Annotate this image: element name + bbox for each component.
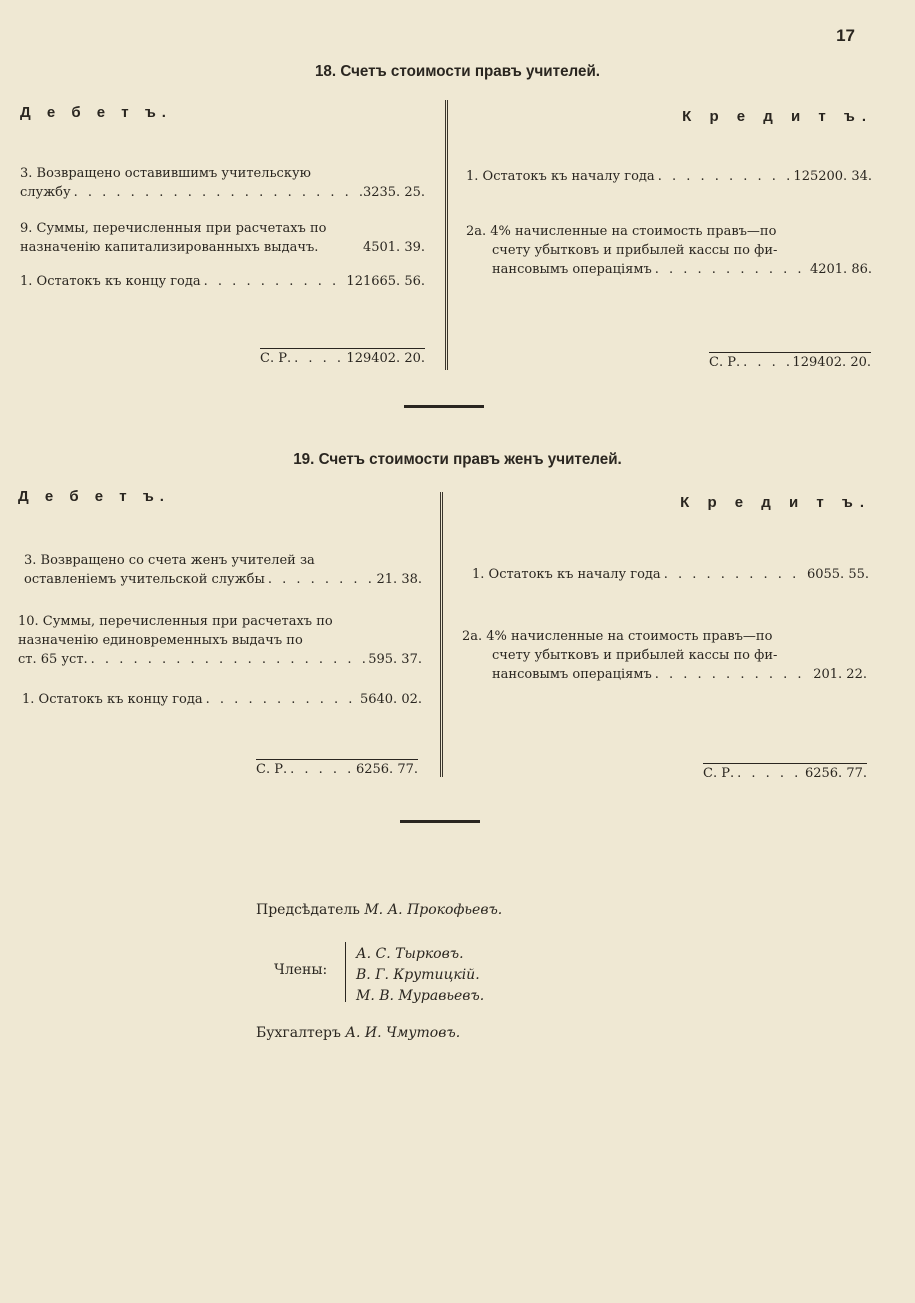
accountant-signature: Бухгалтеръ А. И. Чмутовъ. [256, 1025, 461, 1041]
debit-entry: 1. Остатокъ къ концу года . . . 121665. 56. [20, 272, 425, 291]
credit-entry: 1. Остатокъ къ началу года . . . 6055. 55. [472, 565, 869, 584]
credit-header: К р е д и т ъ. [680, 494, 871, 511]
section-title: 19. Счетъ стоимости правъ женъ учителей. [293, 451, 622, 468]
debit-entry: 9. Суммы, перечисленныя при расчетахъ по назначенію капитализированныхъ выдачъ. 4501. 39. [20, 221, 425, 255]
credit-total: С. Р. . . . 129402. 20. [709, 352, 871, 370]
members-list: А. С. Тырковъ. В. Г. Крутицкій. М. В. Муравьевъ. [356, 946, 485, 1004]
credit-entry: 2а. 4% начисленные на стоимость правъ—по счету убытковъ и прибылей кассы по фи- нансовымъ операціямъ . . . 4201. 86. [466, 222, 872, 279]
section-title: 18. Счетъ стоимости правъ учителей. [314, 63, 601, 80]
debit-entry: 10. Суммы, перечисленныя при расчетахъ по назначенію единовременныхъ выдачъ по ст. 65 уст. . . . 595. 37. [18, 612, 422, 669]
members-bracket [345, 942, 346, 1002]
debit-entry: 3. Возвращено со счета женъ учителей за оставленіемъ учительской службы . . . 21. 38. [24, 551, 422, 589]
debit-total: С. Р. . . . 6256. 77. [256, 759, 418, 777]
column-divider [440, 492, 443, 777]
debit-entry: 1. Остатокъ къ концу года . . . 5640. 02. [22, 690, 422, 709]
section-separator [404, 405, 484, 408]
column-divider [445, 100, 448, 370]
debit-total: С. Р. . . . 129402. 20. [260, 348, 425, 366]
members-label: Члены: [274, 962, 328, 978]
debit-header: Д е б е т ъ. [18, 488, 170, 505]
credit-header: К р е д и т ъ. [682, 108, 873, 125]
debit-entry: 3. Возвращено оставившимъ учительскую службу . . . 3235. 25. [20, 164, 425, 202]
page-number: 17 [836, 26, 855, 45]
section-separator [400, 820, 480, 823]
credit-entry: 1. Остатокъ къ началу года . . . 125200. 34. [466, 167, 872, 186]
debit-header: Д е б е т ъ. [20, 104, 172, 121]
credit-entry: 2а. 4% начисленные на стоимость правъ—по счету убытковъ и прибылей кассы по фи- нансовымъ операціямъ . . . 201. 22. [462, 627, 867, 684]
chairman-signature: Предсѣдатель М. А. Прокофьевъ. [256, 902, 503, 918]
credit-total: С. Р. . . . 6256. 77. [703, 763, 867, 781]
